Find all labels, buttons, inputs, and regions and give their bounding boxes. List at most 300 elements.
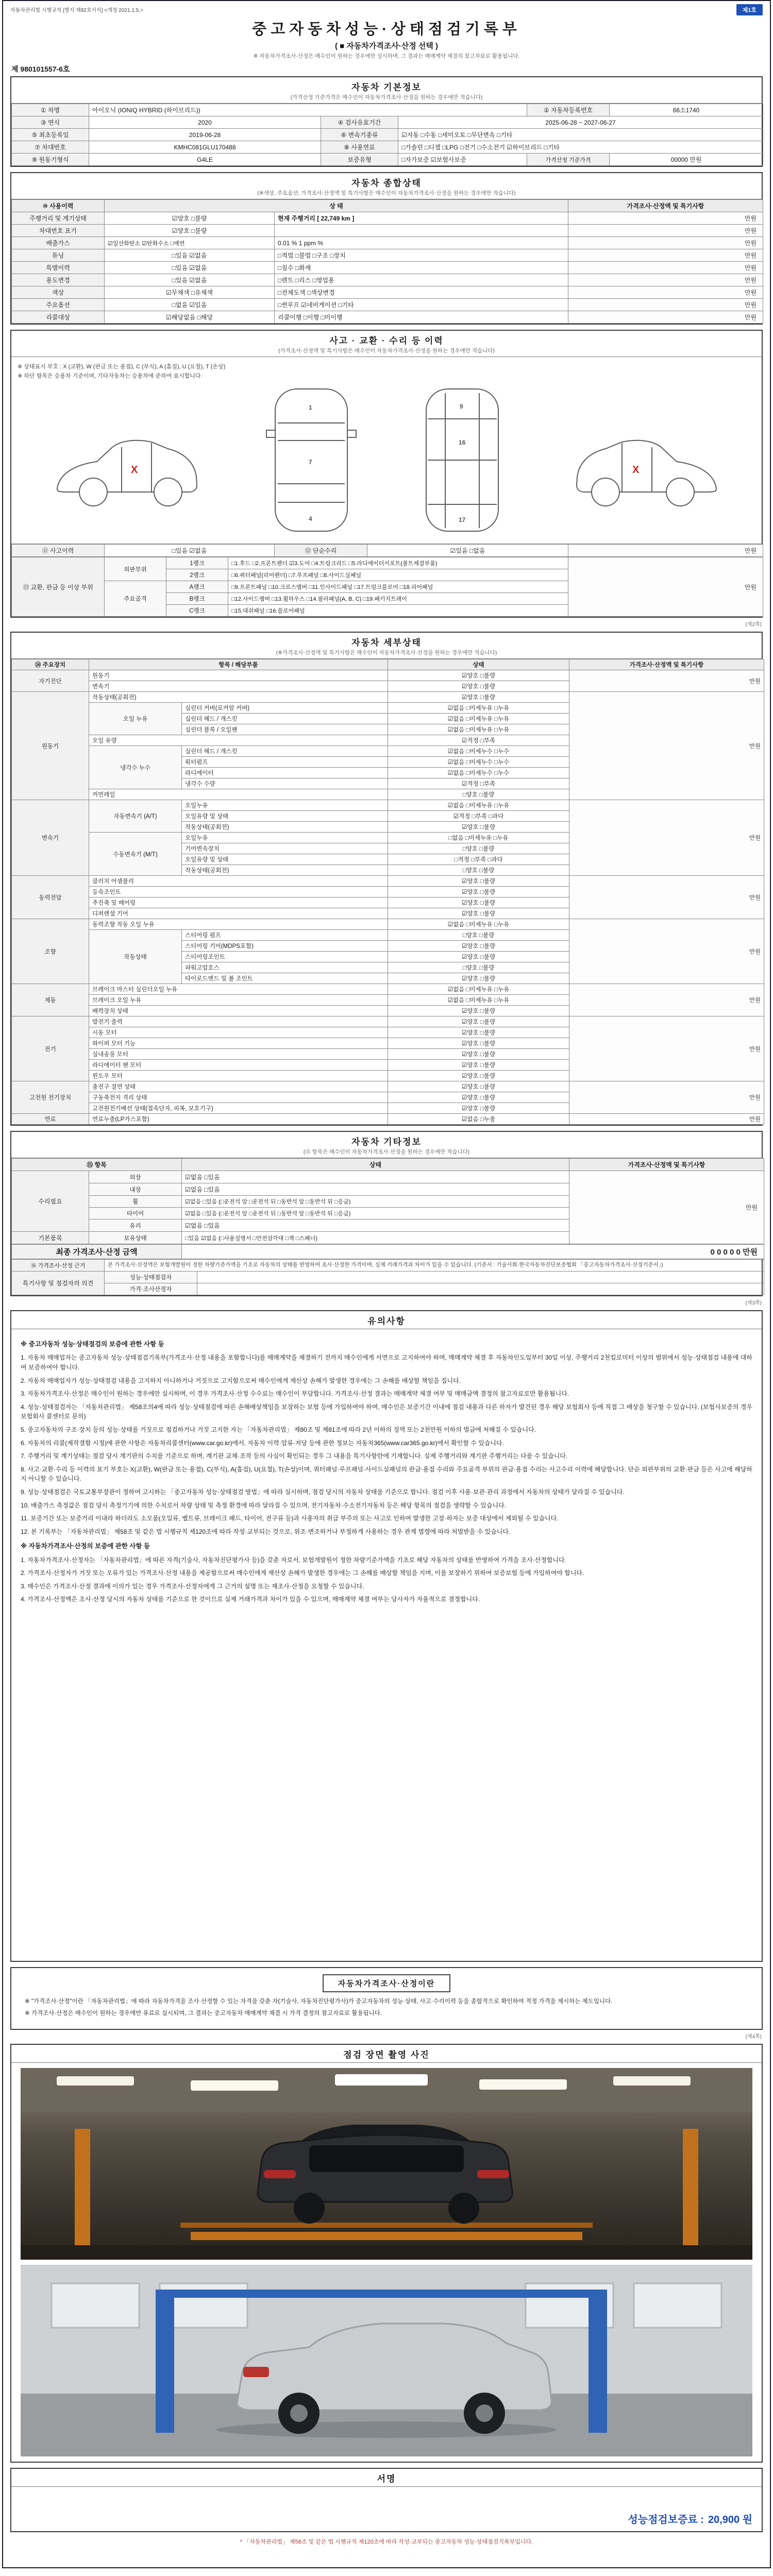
table-row	[12, 200, 763, 212]
cell: ☑양호 □불량	[388, 1027, 569, 1038]
cell: ☑양호 □불량	[388, 1071, 569, 1081]
table-row	[12, 692, 764, 703]
table-row	[12, 670, 764, 681]
basic-info-table	[11, 104, 762, 166]
table-row	[12, 1245, 764, 1259]
section-signature	[10, 2468, 763, 2532]
detail-header	[11, 633, 762, 659]
lift-crossbar	[156, 2290, 607, 2298]
cell: 와이퍼 모터 기능	[89, 1038, 388, 1049]
cell: B랭크	[166, 593, 228, 605]
notice-item: 12. 본 기록부는 「자동차관리법」 제58조 및 같은 법 시행규칙 제120조에 따라 작성·교부되는 것으로, 위조·변조하거나 부정하게 사용하는 경우 관계 법령에 따라 처벌받을 수 있습니다.	[21, 1528, 511, 1535]
cell: □전체도색 □색상변경	[275, 286, 568, 299]
cell: ☑없음 □미세누유 □누유	[388, 714, 569, 724]
diagram-legend-2: ※ 하단 항목은 승용차 기준이며, 기타자동차는 승용차에 준하여 표시합니다.	[18, 373, 203, 379]
window	[52, 2283, 139, 2328]
cell: 특별이력	[12, 262, 105, 274]
emission-values: 0.01 % 1 ppm %	[275, 237, 568, 249]
page-marker: (제4쪽)	[745, 2033, 762, 2040]
cell: 만원	[569, 670, 764, 692]
cell: ☑없음 □미세누수 □누수	[388, 746, 569, 757]
photos-header	[11, 2045, 762, 2063]
cell: 만원	[568, 286, 763, 299]
cell: ☑양호 □불량	[388, 670, 569, 681]
page-title: 중고자동차성능·상태점검기록부	[252, 21, 521, 38]
inspection-fee	[628, 2511, 752, 2526]
cell: ☑양호 □불량	[388, 1016, 569, 1027]
cell: 특기사항 및 점검자의 의견	[12, 1272, 105, 1295]
car-name: 아이오닉 (IONIQ HYBRID (하이브리드))	[89, 104, 527, 116]
cell: 라디에이터	[182, 768, 388, 778]
cell: ☑일산화탄소 ☑탄화수소 □매연	[105, 237, 275, 249]
cell: 가격조사·산정액 및 특기사항	[568, 200, 763, 212]
cell: ① 차명	[12, 104, 89, 116]
cell: □6.쿼터패널(리어펜더) □7.루프패널 □8.사이드실패널	[228, 569, 568, 581]
cell: 만원	[568, 299, 763, 311]
cell: ☑없음 □미세누유 □누유	[388, 800, 569, 811]
cell: ☑양호 □불량	[388, 973, 569, 984]
warranty-type: □자가보증 ☑보험사보증	[398, 154, 527, 166]
cell: ☑없음 □미세누수 □누수	[388, 757, 569, 768]
cell: 가격·조사산정자	[105, 1283, 197, 1295]
cell: 작동상태(공회전)	[89, 692, 388, 703]
cell: □양호 □불량	[388, 962, 569, 973]
cell: 만원	[569, 692, 764, 800]
cell: ⑦ 차대번호	[12, 141, 89, 154]
cell: ☑해당없음 □해당	[105, 311, 275, 324]
cell: 스티어링조인트	[182, 952, 388, 962]
ceiling-light	[335, 2074, 428, 2086]
cell: ⑫ 단순수리	[275, 545, 367, 557]
cell: 충전구 절연 상태	[89, 1081, 388, 1092]
table-row	[12, 1114, 764, 1125]
cell: ☑양호 □불량	[388, 681, 569, 692]
pricing-paragraph: ※ "가격조사·산정"이란 「자동차관리법」에 따라 자동차가격을 조사·산정할 수 있는 자격을 갖춘 자(기술사, 자동차진단평가사)가 중고자동차의 성능·상태, 사고·수리이력 등을 종합적으로 확인하여 적정 가격을 제시하는 제도입니다.	[25, 1998, 613, 2005]
garage-floor	[21, 2245, 752, 2260]
cell: □양호 □불량	[388, 843, 569, 854]
cell: 성능·상태점검자	[105, 1272, 197, 1283]
table-row	[12, 1159, 764, 1171]
cell: 브레이크 마스터 실린더오일 누유	[89, 984, 388, 995]
table-row	[12, 800, 764, 811]
cell: □렌트 □리스 □영업용	[275, 274, 568, 286]
left-wheel	[294, 2193, 325, 2224]
transmission-type: ☑자동 □수동 □세미오토 □무단변속 □기타	[398, 129, 763, 141]
lift-post-right	[683, 2129, 698, 2246]
signature-title: 서명	[377, 2473, 396, 2484]
table-row	[12, 225, 763, 237]
table-row	[12, 249, 763, 262]
cell: 만원	[568, 311, 763, 324]
cell: 만원	[568, 262, 763, 274]
cell: 오일 유량	[89, 735, 388, 746]
cell: 고전원전기배선 상태(접속단자, 피복, 보호기구)	[89, 1103, 388, 1114]
notice-item: 3. 매수인은 가격조사·산정 결과에 이의가 있는 경우 가격조사·산정자에게 그 근거의 설명 또는 재조사·산정을 요청할 수 있습니다.	[21, 1582, 364, 1590]
cell: ☑양호 □불량	[105, 225, 275, 237]
cell: 만원	[568, 557, 763, 617]
cell: ☑없음 □미세누유 □누유	[388, 995, 569, 1006]
cell: 전기	[12, 1016, 89, 1081]
pricing-info-box	[11, 1968, 762, 2029]
cell: ☑적정 □부족	[388, 735, 569, 746]
cell: ☑양호 □불량	[388, 908, 569, 919]
cell: □없음 ☑있음	[105, 299, 275, 311]
cell: 시동 모터	[89, 1027, 388, 1038]
cell: ⑪ 사고이력	[12, 545, 105, 557]
cell: ☑양호 □불량	[388, 941, 569, 952]
cell: ☑없음 □미세누유 □누유	[388, 919, 569, 930]
etc-note: (⑮ 항목은 매수인이 자동차가격조사·산정을 원하는 경우에만 적습니다)	[303, 1149, 470, 1155]
section-accident-history	[10, 330, 763, 618]
cell: ☑양호 □불량	[388, 1081, 569, 1092]
cell: 만원	[568, 212, 763, 225]
panel-number: 16	[458, 439, 465, 446]
accident-header	[11, 331, 762, 357]
repair-mark-x: X	[130, 464, 138, 476]
cell: ⑭ 주요장치	[12, 659, 89, 670]
detail-condition-table	[11, 659, 762, 1125]
lift-runway-front	[191, 2232, 582, 2240]
cell: 디퍼렌셜 기어	[89, 908, 388, 919]
notice-item: 4. 성능·상태점검자는 「자동차관리법」 제58조의4에 따라 성능·상태점검에 따른 손해배상책임을 보장하는 보험 등에 가입하여야 하며, 매수인은 보증기간 이내에 점검 내용과 다른 하자가 발견된 경우 해당 보험회사 등에 직접 그 배상을 청구할 수 있습니다. (보험사보증의 경우 보험회사 콜센터로 문의)	[21, 1403, 752, 1420]
lift-post-left	[156, 2290, 174, 2433]
cell	[197, 1283, 764, 1295]
section-overall-condition	[10, 172, 763, 325]
lift-runway-rear	[180, 2223, 593, 2228]
cell: 2랭크	[166, 569, 228, 581]
fee-label: 성능점검보증료 :	[628, 2514, 704, 2526]
car-side-right-diagram	[564, 396, 729, 524]
signature-body	[11, 2487, 762, 2531]
cell: 용도변경	[12, 274, 105, 286]
taillight	[243, 2367, 269, 2377]
etc-header	[11, 1132, 762, 1158]
cell: ⑥ 변속기종류	[321, 129, 398, 141]
cell: 만원	[569, 876, 764, 919]
cell: 실린더 커버(로커암 커버)	[182, 703, 388, 714]
cell: 오일유량 및 상태	[182, 811, 388, 822]
cell: ☑양호 □불량	[388, 1006, 569, 1016]
cell: 변속기	[12, 800, 89, 876]
cell: 수리필요	[12, 1171, 89, 1232]
fee-value: 20,900 원	[708, 2514, 752, 2526]
right-taillight	[477, 2170, 509, 2178]
overall-header	[11, 173, 762, 199]
repair-mark-x: X	[632, 464, 639, 476]
model-year: 2020	[89, 116, 321, 129]
table-row	[12, 1283, 764, 1295]
cell: 커먼레일	[89, 789, 388, 800]
detail-title: 자동차 세부상태	[351, 638, 422, 648]
cell: 타이로드엔드 및 볼 조인트	[182, 973, 388, 984]
table-row	[12, 1016, 764, 1027]
cell: □15.대쉬패널 □16.플로어패널	[228, 605, 568, 617]
cell: 주요옵션	[12, 299, 105, 311]
basic-info-note: (가격산정 기준가격은 매수인이 자동차가격조사·산정을 원하는 경우에만 적습니다)	[290, 94, 483, 100]
ceiling-light	[479, 2079, 567, 2090]
notices-heading-1: ※ 중고자동차 성능·상태점검의 보증에 관한 사항 등	[21, 1341, 164, 1348]
cell: ☑양호 □불량	[388, 692, 569, 703]
notices-title: 유의사항	[367, 1316, 406, 1326]
table-row	[12, 311, 763, 324]
car-diagrams	[18, 383, 755, 537]
plate-number: 66소1740	[610, 104, 763, 116]
etc-title: 자동차 기타정보	[351, 1137, 422, 1147]
cell: 실내송풍 모터	[89, 1049, 388, 1060]
accident-note: (가격조사·산정액 및 특기사항은 매수인이 자동차가격조사·산정을 원하는 경우에만 적습니다)	[278, 348, 495, 354]
photo-2-scene	[21, 2265, 752, 2456]
vin-number: KMHC081GLU170488	[89, 141, 321, 154]
section-pricing-info	[10, 1967, 763, 2030]
form-number-badge: 제1호	[736, 4, 763, 15]
table	[11, 104, 763, 166]
cell: 제동	[12, 984, 89, 1016]
inspection-photo-1	[21, 2068, 752, 2260]
cell: 보유상태	[89, 1232, 182, 1244]
cell: 변속기	[89, 681, 388, 692]
basic-info-header	[11, 77, 762, 104]
car-underbody-diagram	[413, 383, 511, 537]
notices-list-1	[21, 1353, 752, 1536]
cell: 상 태	[105, 200, 568, 212]
detail-note: (※가격조사·산정액 및 특기사항은 매수인이 자동차가격조사·산정을 원하는 경우에만 적습니다)	[276, 650, 497, 656]
cell: 오일누유	[182, 800, 388, 811]
cell: 만원	[568, 249, 763, 262]
notice-item: 6. 자동차의 리콜(제작결함 시정)에 관한 사항은 자동차리콜센터(www.car.go.kr)에서, 자동차 이력·압류·저당 등에 관한 정보는 자동차365(www.car365.go.kr)에서 확인할 수 있습니다.	[21, 1439, 504, 1447]
table-row	[12, 1171, 764, 1183]
cell: □있음 ☑없음	[105, 249, 275, 262]
table	[11, 544, 763, 557]
cell: ☑양호 □불량	[388, 1049, 569, 1060]
section-etc-info	[10, 1131, 763, 1296]
cell: 차대번호 표기	[12, 225, 105, 237]
left-mirror	[266, 430, 275, 437]
document-number: 제 980101557-6호	[11, 65, 70, 73]
car-side-left-diagram	[44, 396, 209, 524]
cell: 배출가스	[12, 237, 105, 249]
cell: □9.프론트패널 □10.크로스멤버 □11.인사이드패널 □17.트렁크플로어 □18.리어패널	[228, 581, 568, 593]
cell: ② 자동차등록번호	[527, 104, 610, 116]
cell: ☑양호 □불량	[388, 1038, 569, 1049]
cell: 리콜대상	[12, 311, 105, 324]
cell: □양호 □불량	[388, 930, 569, 941]
rear-wheel	[592, 478, 619, 506]
table-row	[12, 286, 763, 299]
cell: ☑무채색 □유채색	[105, 286, 275, 299]
cell: 조향	[12, 919, 89, 984]
cell: 상태	[388, 659, 569, 670]
accident-history: □있음 ☑없음	[105, 545, 275, 557]
cell: 연료	[12, 1114, 89, 1125]
table-row	[12, 274, 763, 286]
section-detail-condition	[10, 632, 763, 1126]
pricing-info-title: 자동차가격조사·산정이란	[323, 1974, 450, 1992]
notice-item: 3. 자동차가격조사·산정은 매수인이 원하는 경우에만 실시하며, 이 경우 가격조사·산정 수수료는 매수인이 부담합니다. 가격조사·산정 결과는 매매계약 체결 여부 및 매매금액 결정의 참고자료로만 활용됩니다.	[21, 1390, 569, 1398]
cell: 리콜이행 □이행 □미이행	[275, 311, 568, 324]
car-diagram-area	[11, 357, 762, 544]
pricing-paragraph: ※ 가격조사·산정은 매수인이 원하는 경우에만 유료로 실시되며, 그 결과는 중고자동차 매매계약 체결 시 가격 결정의 참고자료로 활용됩니다.	[25, 2010, 382, 2017]
cell: ☑양호 □불량	[388, 822, 569, 833]
engine-type: G4LE	[89, 154, 321, 166]
cell: ④ 검사유효기간	[321, 116, 398, 129]
cell: 워터펌프	[182, 757, 388, 768]
cell: 오일누유	[182, 833, 388, 843]
car-shadow	[216, 2421, 557, 2438]
table-row	[12, 262, 763, 274]
cell: 연료누출(LP가스포함)	[89, 1114, 388, 1125]
cell: 기본품목	[12, 1232, 89, 1244]
diagram-legend-1: ※ 상태표시 부호 : X (교환), W (판금 또는 용접), C (부식), A (흠집), U (요철), T (손상)	[18, 364, 226, 370]
cell: ☑없음 □있음	[182, 1171, 569, 1183]
cell: 냉각수 수량	[182, 778, 388, 789]
car-top-view-diagram	[262, 383, 360, 537]
ceiling-light	[613, 2076, 691, 2086]
page-marker: (제3쪽)	[745, 1300, 762, 1306]
cell: ☑양호 □불량	[388, 1060, 569, 1071]
cell: ⑯ 가격조사·산정 근거	[12, 1260, 105, 1272]
cell: 고전원 전기장치	[12, 1081, 89, 1114]
cell: □있음 ☑없음	[105, 274, 275, 286]
cell: ⑨ 원동기형식	[12, 154, 89, 166]
cell: 외장	[89, 1171, 182, 1183]
cell: ☑양호 □불량	[388, 1092, 569, 1103]
notice-item: 9. 성능·상태점검은 국토교통부장관이 정하여 고시하는 「중고자동차 성능·상태점검 방법」에 따라 실시하며, 점검 당시의 자동차 상태를 기준으로 합니다. 점검 이후 사용·보관·관리 과정에서 자동차의 상태가 달라질 수 있습니다.	[21, 1488, 625, 1496]
notice-item: 1. 자동차가격조사·산정자는 「자동차관리법」에 따른 자격(기술사, 자동차진단평가사 등)을 갖춘 자로서, 보험개발원이 정한 차량기준가액을 기초로 해당 자동차의 상태를 반영하여 가격을 조사·산정합니다.	[21, 1556, 566, 1564]
cell: 타이어	[89, 1208, 182, 1219]
cell: 실린더 블록 / 오일팬	[182, 724, 388, 735]
cell: ☑없음 □누출	[388, 1114, 569, 1125]
table-row	[12, 212, 763, 225]
right-mirror	[347, 430, 356, 437]
cell: 가격조사·산정액 및 특기사항	[569, 659, 764, 670]
cell: 휠	[89, 1196, 182, 1208]
cell: 만원	[569, 1171, 764, 1244]
cell: ☑양호 □불량	[105, 212, 275, 225]
cell: ☑적정 □부족 □과다	[388, 811, 569, 822]
rear-wheel-hub	[290, 2404, 308, 2422]
notice-item: 1. 자동차 매매업자는 중고자동차 성능·상태점검기록부(가격조사·산정 내용을 포함합니다)를 매매계약을 체결하기 전까지 매수인에게 서면으로 고지하여야 하며, 매매계약 체결 후 자동차인도일부터 30일 이상, 주행거리 2천킬로미터 이상의 범위에서 성능·상태점검 내용에 대하여 보증하여야 합니다.	[21, 1354, 752, 1371]
notices-heading-2: ※ 자동차가격조사·산정의 보증에 관한 사항 등	[21, 1543, 150, 1550]
cell: 추진축 및 베어링	[89, 897, 388, 908]
first-registration-date: 2019-06-28	[89, 129, 321, 141]
cell: ⑩ 사용이력	[12, 200, 105, 212]
document-page	[2, 0, 771, 2568]
window	[634, 2283, 721, 2328]
cell: 본 가격조사·산정액은 보험개발원이 정한 차량기준가액을 기초로 자동차의 상태를 반영하여 조사·산정한 가격이며, 실제 거래가격과 차이가 있을 수 있습니다. (기준서 : 기술사회·한국자동차진단보증협회 「중고자동차가격조사·산정기준서」)	[105, 1260, 764, 1272]
cell: ☑없음 □있음 (□운전석 앞 □운전석 뒤 □동반석 앞 □동반석 뒤 □응급)	[182, 1196, 569, 1208]
cell: 냉각수 누수	[89, 746, 182, 789]
cell: 자동변속기 (A/T)	[89, 800, 182, 833]
cell: □양호 □불량	[388, 865, 569, 876]
overall-note: (※색상, 주요옵션, 가격조사·산정액 및 특기사항은 매수인이 자동차가격조사·산정을 원하는 경우에만 적습니다)	[257, 190, 516, 196]
cell: ☑없음 □있음	[182, 1183, 569, 1196]
panel-number: 7	[308, 459, 312, 466]
inspection-photo-2	[21, 2265, 752, 2456]
table	[11, 1259, 764, 1295]
cell: ☑적정 □부족	[388, 778, 569, 789]
pricing-info-paragraphs	[15, 1992, 758, 2025]
notices-list-2	[21, 1555, 752, 1604]
form-reference: 자동차관리법 시행규칙 [별지 제82호서식] <개정 2021.1.5.>	[10, 8, 143, 13]
inspection-period: 2025-06-28 ~ 2027-06-27	[398, 116, 763, 129]
notices-body	[11, 1329, 762, 1961]
inspector-opinion-table	[11, 1259, 762, 1295]
cell: 클러치 어셈블리	[89, 876, 388, 887]
cell: ☑양호 □불량	[388, 952, 569, 962]
cell: 발전기 출력	[89, 1016, 388, 1027]
cell: 튜닝	[12, 249, 105, 262]
table-row	[12, 659, 764, 670]
overall-condition-table	[11, 199, 762, 324]
bottom-legal-note: * 「자동차관리법」 제58조 및 같은 법 시행규칙 제120조에 따라 작성·교부되는 중고자동차 성능·상태점검기록부입니다.	[240, 2538, 533, 2545]
cell	[197, 1272, 764, 1283]
cell: 내장	[89, 1183, 182, 1196]
cell: 작동상태(공회전)	[182, 865, 388, 876]
cell: □썬루프 ☑네비게이션 □기타	[275, 299, 568, 311]
mileage-value: 현재 주행거리 [ 22,749 km ]	[275, 212, 568, 225]
cell: 동력전달	[12, 876, 89, 919]
cell: 유리	[89, 1219, 182, 1232]
cell: 만원	[569, 919, 764, 984]
front-wheel	[666, 478, 694, 506]
photo-1-scene	[21, 2068, 752, 2260]
table-row	[12, 104, 763, 116]
cell: 만원	[569, 1016, 764, 1081]
cell: 항목 / 해당부품	[89, 659, 388, 670]
cell: □있음 ☑없음 (□사용설명서 □안전삼각대 □잭 □스패너)	[182, 1232, 569, 1244]
cell: ☑양호 □불량	[388, 876, 569, 887]
table-row	[12, 141, 763, 154]
cell: ⑤ 최초등록일	[12, 129, 89, 141]
table-row	[12, 984, 764, 995]
etc-info-table	[11, 1158, 762, 1244]
table-row	[12, 116, 763, 129]
table-row	[12, 545, 763, 557]
header-note: ※ 자동차가격조사·산정은 매수인이 원하는 경우에만 실시하며, 그 결과는 매매계약 체결의 참고자료로 활용됩니다.	[253, 53, 520, 59]
cell: □12.사이드멤버 □13.휠하우스 □14.필러패널(A, B, C) □19.패키지트레이	[228, 593, 568, 605]
ceiling-light	[57, 2076, 134, 2086]
cell: 기어변속장치	[182, 843, 388, 854]
section-inspection-photos	[10, 2044, 763, 2463]
panel-number: 9	[459, 403, 463, 410]
cell: 실린더 헤드 / 개스킷	[182, 714, 388, 724]
cell: 윈도우 모터	[89, 1071, 388, 1081]
cell: ⑧ 사용연료	[321, 141, 398, 154]
overall-title: 자동차 종합상태	[351, 178, 422, 188]
table-row	[12, 237, 763, 249]
cell: ⑬ 교환, 판금 등 이상 부위	[12, 557, 105, 617]
top-strip	[10, 4, 763, 15]
cell: 실린더 헤드 / 개스킷	[182, 746, 388, 757]
table-row	[12, 919, 764, 930]
notice-item: 5. 중고자동차의 구조·장치 등의 성능·상태를 거짓으로 점검하거나 거짓 고지한 자는 「자동차관리법」 제80조 및 제81조에 따라 2년 이하의 징역 또는 2천만원 이하의 벌금에 처해질 수 있습니다.	[21, 1426, 536, 1433]
cell: 자기진단	[12, 670, 89, 692]
cell: ☑양호 □불량	[388, 887, 569, 897]
table-row	[12, 876, 764, 887]
cell	[275, 225, 568, 237]
panel-number: 1	[308, 404, 312, 411]
cell: 라디에이터 팬 모터	[89, 1060, 388, 1071]
cell: ③ 연식	[12, 116, 89, 129]
accident-parts-table	[11, 557, 762, 617]
cell: 만원	[568, 545, 763, 557]
cell: 주요골격	[105, 581, 166, 617]
table	[11, 199, 763, 324]
cell: □1.후드 □2.프론트펜더 ☑3.도어 □4.트렁크리드 □5.라디에이터서포트(볼트체결부품)	[228, 557, 568, 569]
cell: 외판부위	[105, 557, 166, 581]
cell: 스티어링 기어(MDPS포함)	[182, 941, 388, 952]
notice-item: 8. 사고·교환·수리 등 이력의 표기 부호는 X(교환), W(판금 또는 용접), C(부식), A(흠집), U(요철), T(손상)이며, 쿼터패널·루프패널·사이드실패널의 판금·용접 수리와 주요골격 부위의 판금·용접 수리는 사고수리 이력에 해당합니다. 단순 외판부위의 교환·판금 등은 사고에 해당하지 아니할 수 있습니다.	[21, 1465, 752, 1483]
